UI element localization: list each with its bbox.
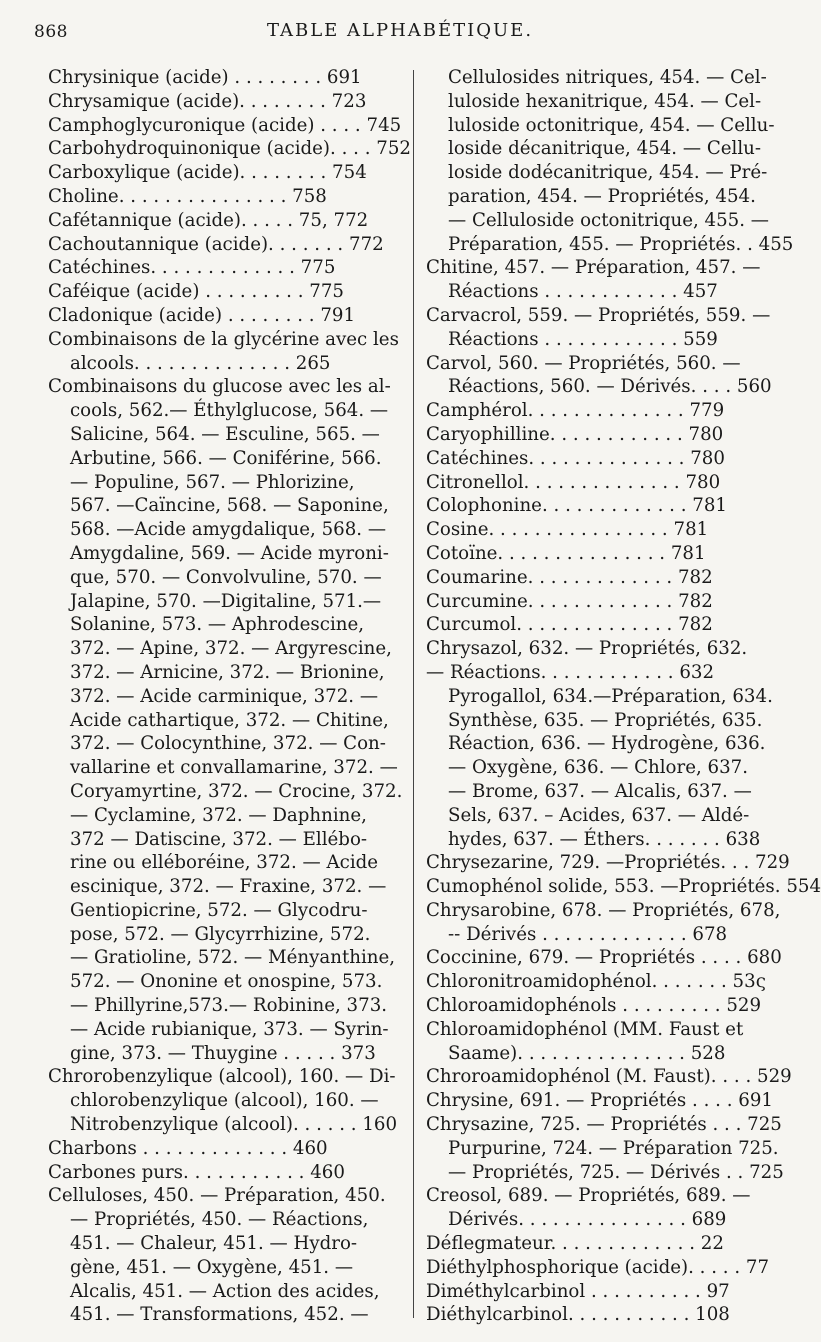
index-entry-line: Réaction, 636. — Hydrogène, 636. — [448, 733, 766, 755]
index-entry-line: Chitine, 457. — Préparation, 457. — — [426, 257, 761, 279]
index-entry-line: 568. —Acide amygdalique, 568. — — [70, 519, 387, 541]
index-entry-line: Sels, 637. – Acides, 637. — Aldé- — [448, 804, 750, 826]
index-entry-line: Combinaisons de la glycérine avec les — [48, 328, 399, 350]
index-entry-line: Saame). . . . . . . . . . . . . . . 528 — [448, 1042, 726, 1064]
index-entry-line: Creosol, 689. — Propriétés, 689. — — [426, 1185, 751, 1207]
index-entry-line: Chroroamidophénol (M. Faust). . . . 529 — [426, 1066, 792, 1088]
index-entry-line: Coccinine, 679. — Propriétés . . . . 680 — [426, 947, 782, 969]
index-entry-line: — Réactions. . . . . . . . . . . . 632 — [426, 661, 715, 683]
index-entry-line: Catéchines. . . . . . . . . . . . . 775 — [48, 257, 336, 279]
index-entry-line: Catéchines. . . . . . . . . . . . . . 780 — [426, 447, 725, 469]
index-entry-line: Nitrobenzylique (alcool). . . . . . 160 — [70, 1114, 398, 1136]
column-divider — [413, 70, 414, 1318]
index-entry-line: Choline. . . . . . . . . . . . . . . 758 — [48, 185, 327, 207]
index-entry-line: vallarine et convallamarine, 372. — — [70, 757, 398, 779]
page-header — [0, 18, 800, 48]
index-entry-line: Chrysarobine, 678. — Propriétés, 678, — [426, 899, 781, 921]
index-entry-line: — Phillyrine,573.— Robinine, 373. — [70, 995, 388, 1017]
index-entry-line: — Celluloside octonitrique, 455. — — [448, 209, 769, 231]
index-entry-line: loside dodécanitrique, 454. — Pré- — [448, 162, 768, 184]
index-entry-line: Amygdaline, 569. — Acide myroni- — [70, 542, 389, 564]
index-entry-line: Cafétannique (acide). . . . . 75, 772 — [48, 209, 369, 231]
index-entry-line: cools, 562.— Éthylglucose, 564. — — [70, 400, 389, 422]
index-entry-line: Cladonique (acide) . . . . . . . . 791 — [48, 304, 356, 326]
index-entry-line: Chrorobenzylique (alcool), 160. — Di- — [48, 1066, 396, 1088]
index-entry-line: 451. — Chaleur, 451. — Hydro- — [70, 1233, 358, 1255]
index-entry-line: Chrysamique (acide). . . . . . . . 723 — [48, 90, 367, 112]
index-entry-line: 372. — Arnicine, 372. — Brionine, — [70, 661, 385, 683]
index-entry-line: Préparation, 455. — Propriétés. . 455 — [448, 233, 794, 255]
index-entry-line: — Gratioline, 572. — Ményanthine, — [70, 947, 396, 969]
index-entry-line: paration, 454. — Propriétés, 454. — [448, 185, 756, 207]
index-entry-line: Carbohydroquinonique (acide). . . . 752 — [48, 138, 411, 160]
index-entry-line: Chrysezarine, 729. —Propriétés. . . 729 — [426, 852, 790, 874]
index-entry-line: Diéthylcarbinol. . . . . . . . . . . 108 — [426, 1304, 730, 1326]
index-entry-line: Chrysine, 691. — Propriétés . . . . 691 — [426, 1090, 773, 1112]
index-entry-line: Carvacrol, 559. — Propriétés, 559. — — [426, 304, 771, 326]
index-entry-line: Caryophilline. . . . . . . . . . . . 780 — [426, 423, 724, 445]
index-entry-line: Caféique (acide) . . . . . . . . . 775 — [48, 281, 344, 303]
index-entry-line: — Cyclamine, 372. — Daphnine, — [70, 804, 367, 826]
index-entry-line: — Oxygène, 636. — Chlore, 637. — [448, 757, 749, 779]
index-entry-line: Citronellol. . . . . . . . . . . . . . 780 — [426, 471, 721, 493]
index-entry-line: Arbutine, 566. — Coniférine, 566. — [70, 447, 382, 469]
index-entry-line: -- Dérivés . . . . . . . . . . . . . 678 — [448, 923, 728, 945]
index-entry-line: Carboxylique (acide). . . . . . . . 754 — [48, 162, 367, 184]
index-entry-line: Coumarine. . . . . . . . . . . . . 782 — [426, 566, 713, 588]
index-entry-line: 567. —Caïncine, 568. — Saponine, — [70, 495, 389, 517]
running-title: TABLE ALPHABÉTIQUE. — [266, 20, 534, 41]
index-entry-line: que, 570. — Convolvuline, 570. — — [70, 566, 382, 588]
index-entry-line: 572. — Ononine et onospine, 573. — [70, 971, 383, 993]
index-entry-line: — Brome, 637. — Alcalis, 637. — — [448, 780, 752, 802]
index-entry-line: Cumophénol solide, 553. —Propriétés. 554 — [426, 876, 821, 898]
index-entry-line: Celluloses, 450. — Préparation, 450. — [48, 1185, 386, 1207]
index-entry-line: Chrysinique (acide) . . . . . . . . 691 — [48, 67, 362, 88]
index-entry-line: Gentiopicrine, 572. — Glycodru- — [70, 899, 368, 921]
index-entry-line: rine ou elléboréine, 372. — Acide — [70, 852, 379, 874]
index-entry-line: Carvol, 560. — Propriétés, 560. — — [426, 352, 741, 374]
index-entry-line: Chloroamidophénols . . . . . . . . . 529 — [426, 995, 762, 1017]
index-entry-line: Colophonine. . . . . . . . . . . . . 781 — [426, 495, 727, 517]
index-entry-line: 372. — Apine, 372. — Argyrescine, — [70, 638, 392, 660]
index-entry-line: Coryamyrtine, 372. — Crocine, 372. — [70, 780, 403, 802]
index-entry-line: Cotoïne. . . . . . . . . . . . . . . 781 — [426, 542, 706, 564]
index-entry-line: Charbons . . . . . . . . . . . . . 460 — [48, 1137, 328, 1159]
index-entry-line: Pyrogallol, 634.—Préparation, 634. — [448, 685, 773, 707]
index-entry-line: Curcumol. . . . . . . . . . . . . . 782 — [426, 614, 713, 636]
index-entry-line: 372 — Datiscine, 372. — Ellébo- — [70, 828, 368, 850]
index-entry-line: Acide cathartique, 372. — Chitine, — [70, 709, 389, 731]
index-entry-line: Chrysazine, 725. — Propriétés . . . 725 — [426, 1114, 782, 1136]
index-entry-line: — Propriétés, 450. — Réactions, — [70, 1209, 369, 1231]
index-entry-line: Curcumine. . . . . . . . . . . . . 782 — [426, 590, 713, 612]
index-entry-line: Cellulosides nitriques, 454. — Cel- — [448, 67, 767, 88]
index-entry-line: Alcalis, 451. — Action des acides, — [70, 1280, 380, 1302]
index-entry-line: Cachoutannique (acide). . . . . . . 772 — [48, 233, 384, 255]
index-entry-line: Jalapine, 570. —Digitaline, 571.— — [70, 590, 382, 612]
index-entry-line: gine, 373. — Thuygine . . . . . 373 — [70, 1042, 376, 1064]
index-entry-line: Cosine. . . . . . . . . . . . . . . . 781 — [426, 519, 709, 541]
index-entry-line: Dérivés. . . . . . . . . . . . . . . 689 — [448, 1209, 727, 1231]
index-entry-line: 372. — Colocynthine, 372. — Con- — [70, 733, 386, 755]
index-entry-line: Chloroamidophénol (MM. Faust et — [426, 1018, 744, 1040]
index-entry-line: Déflegmateur. . . . . . . . . . . . . 22 — [426, 1233, 724, 1255]
left-index-column — [48, 66, 411, 1327]
index-entry-line: Camphoglycuronique (acide) . . . . 745 — [48, 114, 402, 136]
index-entry-line: hydes, 637. — Éthers. . . . . . . 638 — [448, 828, 761, 850]
index-entry-line: Carbones purs. . . . . . . . . . . 460 — [48, 1161, 345, 1183]
index-entry-line: — Populine, 567. — Phlorizine, — [70, 471, 355, 493]
index-entry-line: gène, 451. — Oxygène, 451. — — [70, 1256, 354, 1278]
page-number: 868 — [34, 22, 68, 42]
index-entry-line: alcools. . . . . . . . . . . . . . 265 — [70, 352, 331, 374]
index-entry-line: Salicine, 564. — Esculine, 565. — — [70, 423, 380, 445]
index-entry-line: escinique, 372. — Fraxine, 372. — — [70, 876, 387, 898]
index-entry-line: — Propriétés, 725. — Dérivés . . 725 — [448, 1161, 784, 1183]
index-entry-line: luloside hexanitrique, 454. — Cel- — [448, 90, 762, 112]
index-entry-line: Solanine, 573. — Aphrodescine, — [70, 614, 365, 636]
index-entry-line: Combinaisons du glucose avec les al- — [48, 376, 391, 398]
index-entry-line: Diméthylcarbinol . . . . . . . . . . 97 — [426, 1280, 730, 1302]
index-entry-line: Diéthylphosphorique (acide). . . . . 77 — [426, 1256, 770, 1278]
index-entry-line: Chrysazol, 632. — Propriétés, 632. — [426, 638, 748, 660]
index-entry-line: 451. — Transformations, 452. — — [70, 1304, 369, 1326]
index-entry-line: — Acide rubianique, 373. — Syrin- — [70, 1018, 389, 1040]
index-entry-line: Camphérol. . . . . . . . . . . . . . 779 — [426, 400, 725, 422]
index-entry-line: luloside octonitrique, 454. — Cellu- — [448, 114, 775, 136]
right-index-column — [426, 66, 821, 1327]
index-entry-line: Réactions, 560. — Dérivés. . . . 560 — [448, 376, 772, 398]
index-entry-line: Réactions . . . . . . . . . . . . 457 — [448, 281, 718, 303]
index-entry-line: Synthèse, 635. — Propriétés, 635. — [448, 709, 763, 731]
index-entry-line: pose, 572. — Glycyrrhizine, 572. — [70, 923, 371, 945]
index-entry-line: 372. — Acide carminique, 372. — — [70, 685, 379, 707]
index-entry-line: Chloronitroamidophénol. . . . . . . 53ς — [426, 971, 766, 993]
index-entry-line: chlorobenzylique (alcool), 160. — — [70, 1090, 379, 1112]
index-entry-line: Réactions . . . . . . . . . . . . 559 — [448, 328, 718, 350]
index-entry-line: loside décanitrique, 454. — Cellu- — [448, 138, 761, 160]
index-entry-line: Purpurine, 724. — Préparation 725. — [448, 1137, 779, 1159]
